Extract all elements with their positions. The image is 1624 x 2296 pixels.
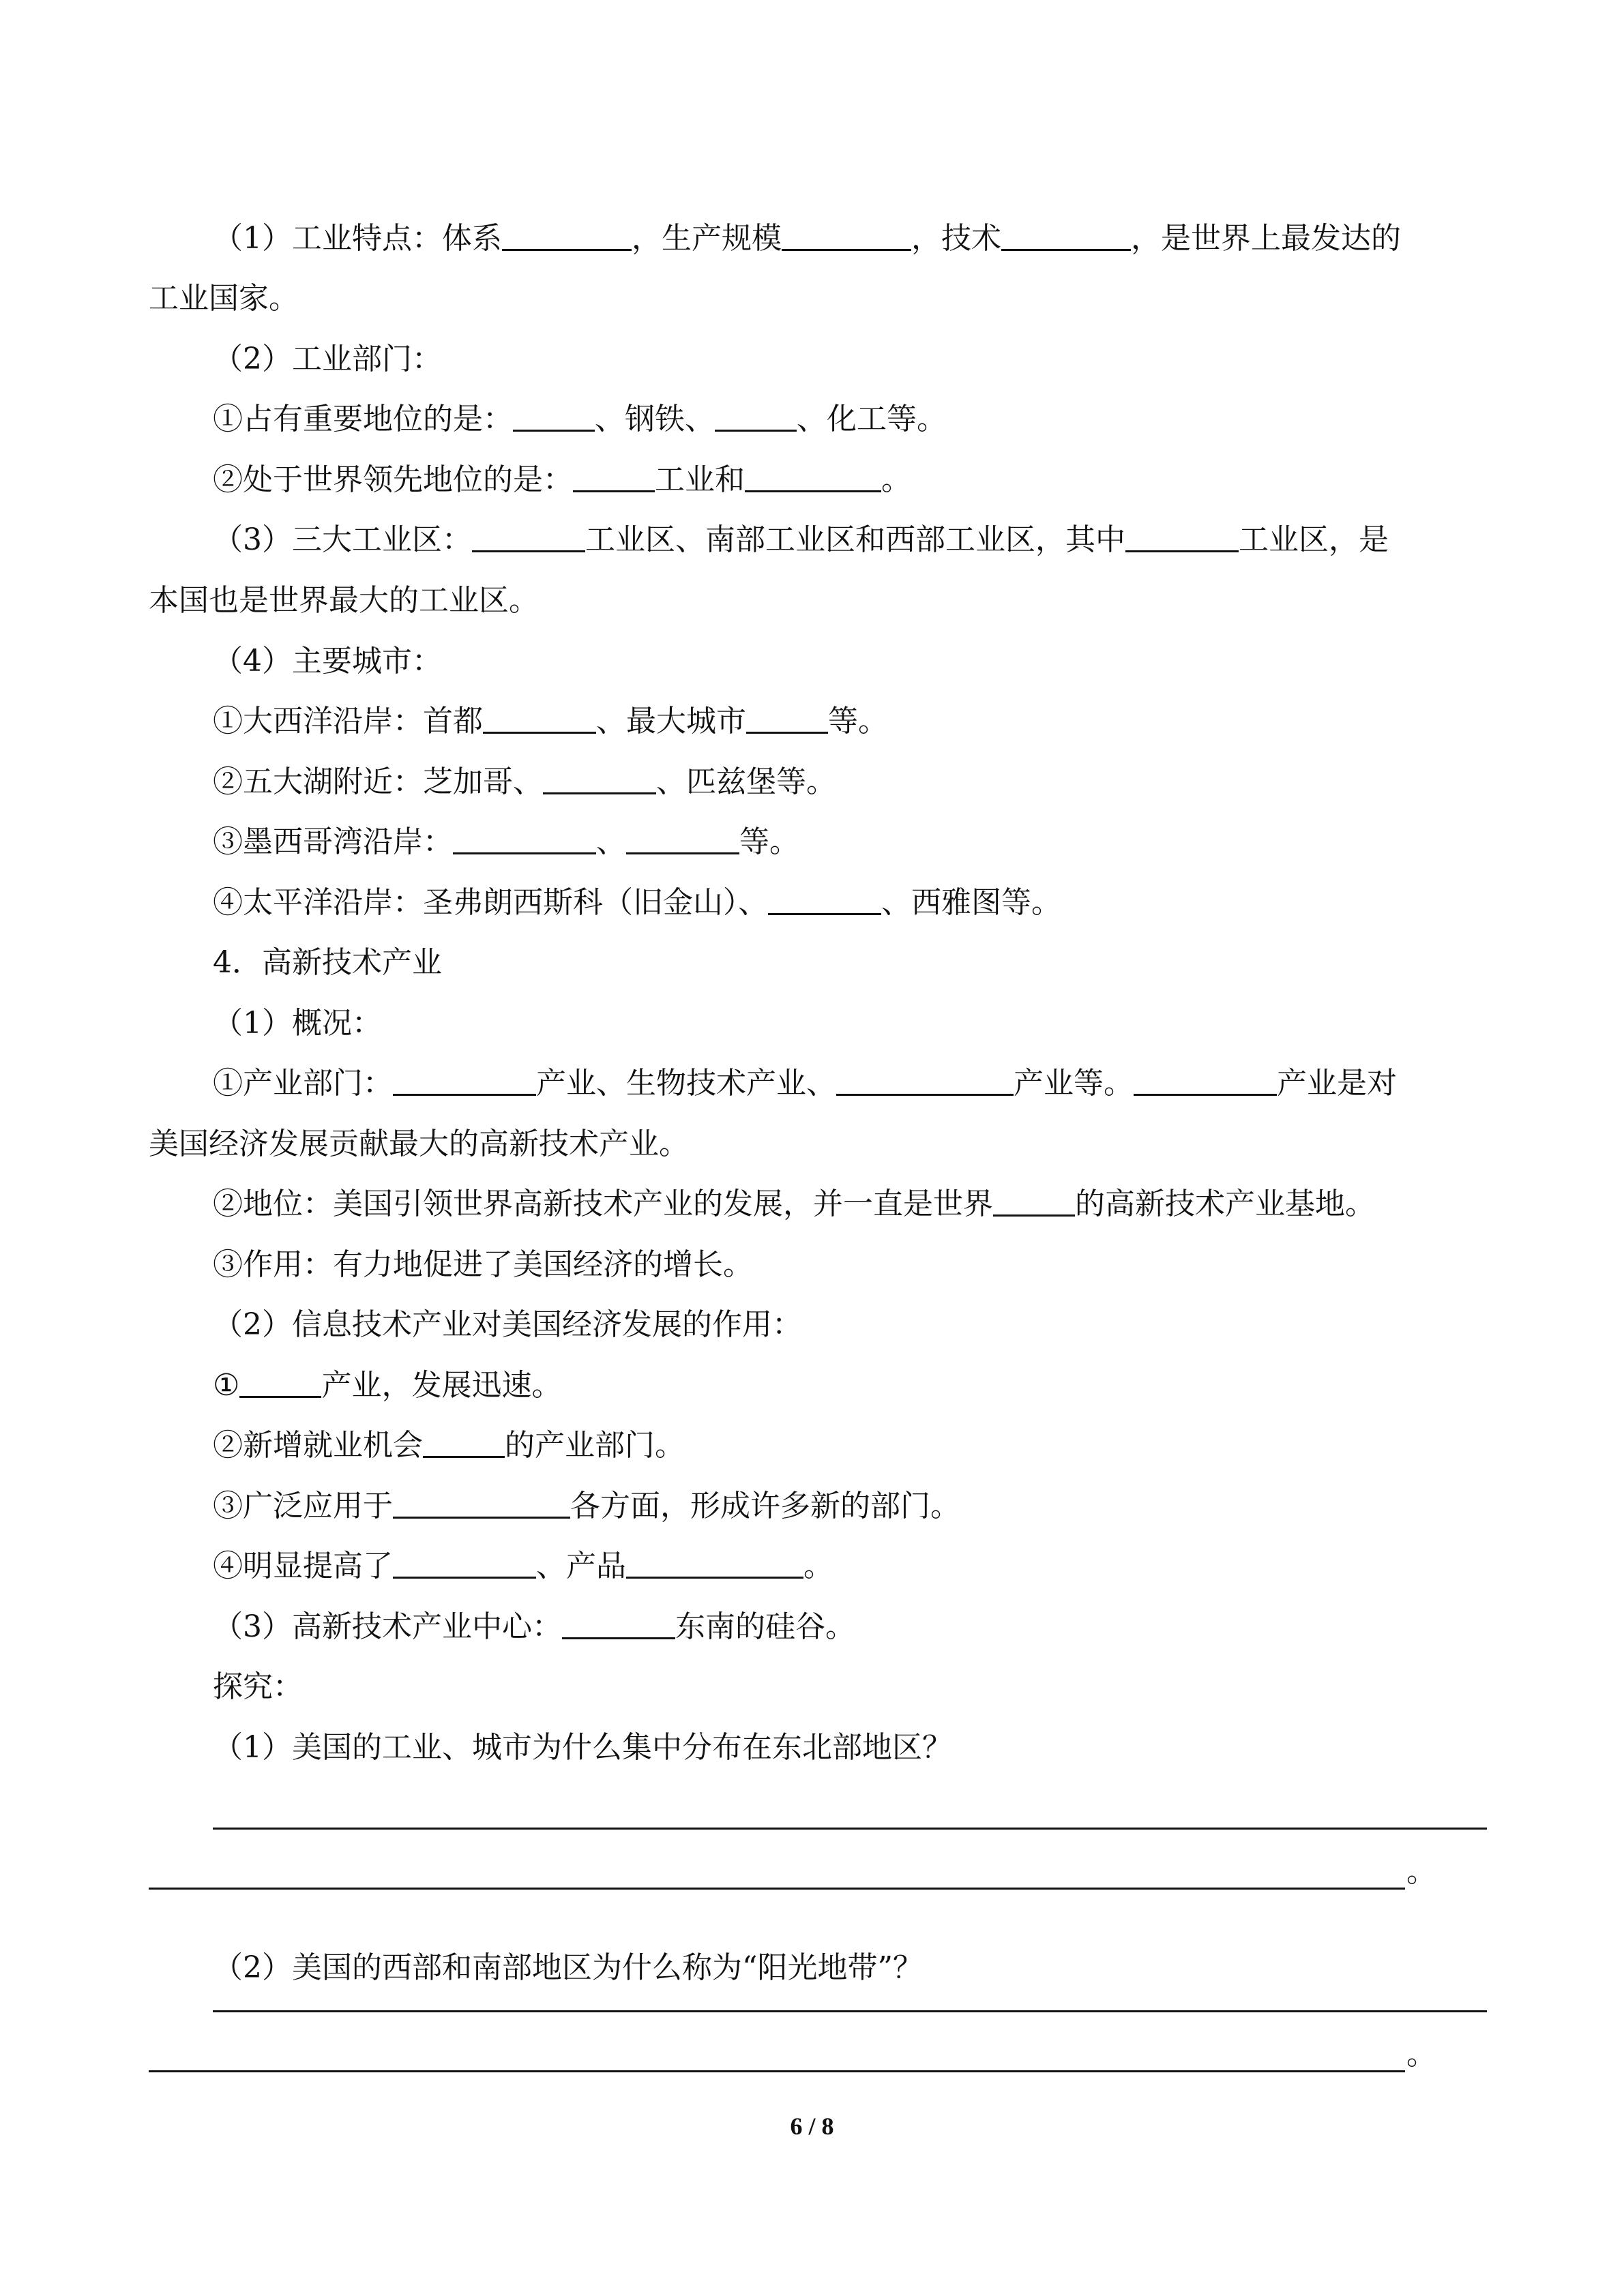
section-heading: 探究： xyxy=(213,1669,303,1704)
text-line: ③墨西哥湾沿岸： 、 等。 xyxy=(213,822,799,863)
end-mark: 。 xyxy=(1406,2037,1436,2072)
text-line: ③广泛应用于 各方面，形成许多新的部门。 xyxy=(213,1486,960,1527)
fill-blank[interactable] xyxy=(483,702,596,734)
page-number: 6 / 8 xyxy=(790,2113,834,2140)
answer-line[interactable] xyxy=(149,2070,1405,2072)
text-line: ③作用：有力地促进了美国经济的增长。 xyxy=(213,1247,753,1282)
end-mark: 。 xyxy=(1406,1854,1436,1889)
fill-blank[interactable] xyxy=(782,219,911,251)
fill-blank[interactable] xyxy=(513,400,595,432)
fill-blank[interactable] xyxy=(745,460,881,492)
answer-line[interactable] xyxy=(213,1828,1487,1830)
fill-blank[interactable] xyxy=(626,822,739,854)
answer-line[interactable] xyxy=(149,1888,1405,1890)
text-line: 工业国家。 xyxy=(149,281,299,316)
question-2: （2）美国的西部和南部地区为什么称为“阳光地带”？ xyxy=(213,1950,923,1985)
section-heading: （4）主要城市： xyxy=(213,644,442,679)
fill-blank[interactable] xyxy=(393,1064,536,1096)
section-heading: （2）工业部门： xyxy=(213,342,442,376)
text-line: ④明显提高了 、产品 。 xyxy=(213,1546,833,1587)
section-heading: （1）概况： xyxy=(213,1006,382,1041)
fill-blank[interactable] xyxy=(562,1607,675,1639)
fill-blank[interactable] xyxy=(472,520,585,552)
text-line: ②五大湖附近：芝加哥、 、匹兹堡等。 xyxy=(213,762,836,803)
text-line: ① 产业，发展迅速。 xyxy=(213,1365,561,1406)
fill-blank[interactable] xyxy=(715,400,797,432)
answer-line[interactable] xyxy=(213,2010,1487,2012)
text-line: ①产业部门： 产业、生物技术产业、 产业等。 产业是对 xyxy=(213,1063,1397,1104)
fill-blank[interactable] xyxy=(543,762,656,794)
text-line: ①占有重要地位的是： 、钢铁、 、化工等。 xyxy=(213,399,947,440)
text-line: ②新增就业机会 的产业部门。 xyxy=(213,1425,685,1466)
fill-blank[interactable] xyxy=(1001,219,1131,251)
section-heading: 4．高新技术产业 xyxy=(213,945,442,980)
fill-blank[interactable] xyxy=(836,1064,1014,1096)
text-line: 本国也是世界最大的工业区。 xyxy=(149,583,539,618)
text-line: （3）高新技术产业中心： 东南的硅谷。 xyxy=(213,1607,855,1648)
text-line: ②处于世界领先地位的是： 工业和 。 xyxy=(213,460,911,501)
fill-blank[interactable] xyxy=(1125,520,1239,552)
fill-blank[interactable] xyxy=(746,702,828,734)
fill-blank[interactable] xyxy=(393,1487,570,1519)
fill-blank[interactable] xyxy=(1134,1064,1277,1096)
fill-blank[interactable] xyxy=(453,822,596,854)
fill-blank[interactable] xyxy=(502,219,632,251)
section-heading: （2）信息技术产业对美国经济发展的作用： xyxy=(213,1307,802,1342)
fill-blank[interactable] xyxy=(768,883,881,915)
fill-blank[interactable] xyxy=(393,1547,536,1579)
text-line: ②地位：美国引领世界高新技术产业的发展，并一直是世界 的高新技术产业基地。 xyxy=(213,1184,1375,1225)
fill-blank[interactable] xyxy=(573,460,655,492)
fill-blank[interactable] xyxy=(239,1366,321,1398)
text-line: 美国经济发展贡献最大的高新技术产业。 xyxy=(149,1127,689,1161)
fill-blank[interactable] xyxy=(423,1426,505,1458)
text-line: （3）三大工业区： 工业区、南部工业区和西部工业区，其中 工业区，是 xyxy=(213,520,1389,561)
fill-blank[interactable] xyxy=(626,1547,803,1579)
text-line: ①大西洋沿岸：首都 、最大城市 等。 xyxy=(213,701,888,742)
text-line: ④太平洋沿岸：圣弗朗西斯科（旧金山）、 、西雅图等。 xyxy=(213,882,1061,923)
fill-blank[interactable] xyxy=(993,1184,1075,1217)
text-line: （1）工业特点：体系 ，生产规模 ，技术 ，是世界上最发达的 xyxy=(213,218,1401,259)
question-1: （1）美国的工业、城市为什么集中分布在东北部地区？ xyxy=(213,1730,952,1765)
